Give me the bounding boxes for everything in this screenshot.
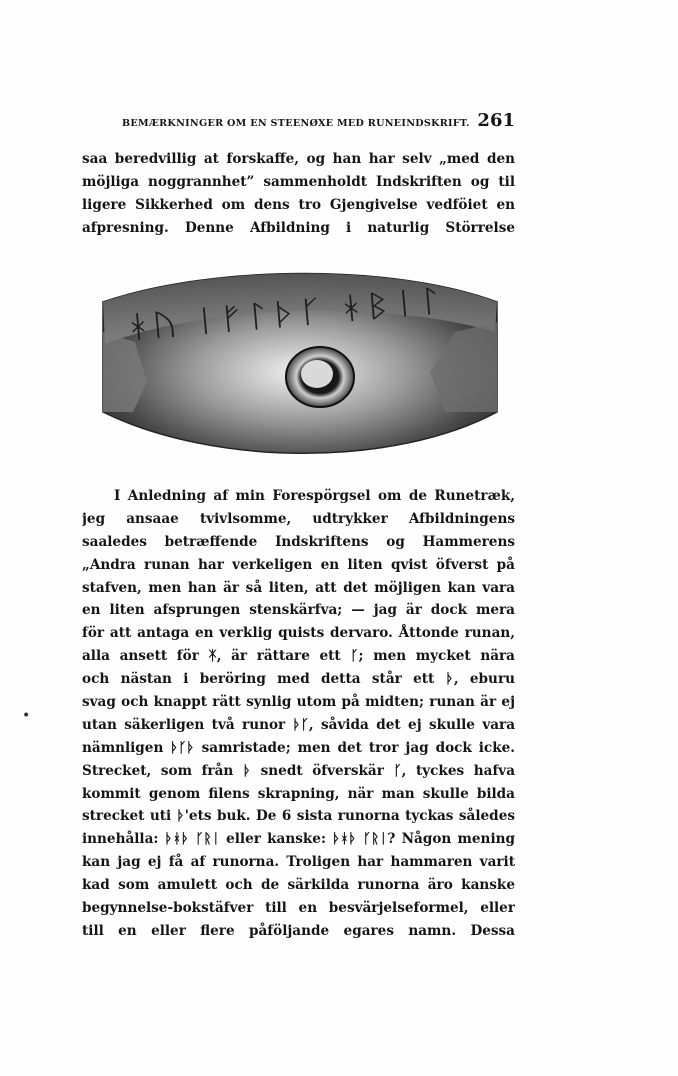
margin-dot: • <box>22 708 31 724</box>
text-line: strecket uti ᚦ'ets buk. De 6 sista runorna tyckas således <box>82 808 515 825</box>
text-line: begynnelse-bokstäfver till en besvärjelseformel, eller <box>82 900 515 917</box>
text-line: alla ansett för ᛡ, är rättare ett ᚴ; men mycket nära <box>82 648 515 665</box>
text-line: jeg ansaae tvivlsomme, udtrykker Afbildningens <box>82 510 515 527</box>
page-number: 261 <box>477 110 515 131</box>
text-line: innehålla: ᚦᚼᚦ ᚴᚱᛁ eller kanske: ᚦᚼᚦ ᚴᚱᛁ? Någon mening <box>82 831 515 848</box>
paragraph-2 <box>82 485 515 943</box>
text-line: nämnligen ᚦᚴᚦ samristade; men det tror jag dock icke. <box>82 739 515 756</box>
paragraph-1 <box>82 148 515 240</box>
text-line: en liten afsprungen stenskärfva; — jag är dock mera <box>82 602 515 619</box>
text-line: ligere Sikkerhed om dens tro Gjengivelse vedföiet en <box>82 196 515 213</box>
text-line: „Andra runan har verkeligen en liten qvist öfverst på <box>82 556 515 573</box>
text-line: kommit genom filens skrapning, när man skulle bilda <box>82 785 515 802</box>
text-line: svag och knappt rätt synlig utom på midten; runan är ej <box>82 694 515 711</box>
stone-axe-illustration <box>95 262 505 467</box>
text-line: till en eller flere påföljande egares namn. Dessa <box>82 922 515 939</box>
text-line: saaledes betræffende Indskriftens og Hammerens <box>82 533 515 550</box>
text-line: möjliga noggrannhet” sammenholdt Indskriften og til <box>82 173 515 190</box>
text-line: afpresning. Denne Afbildning i naturlig Störrelse <box>82 219 515 236</box>
rune-inscription: ᚼᚢ ᛁᚠᛚᚦᚴ ᚼᛒᛁᛚ <box>123 292 343 346</box>
text-line: utan säkerligen två runor ᚦᚴ, såvida det ej skulle vara <box>82 716 515 733</box>
text-line: stafven, men han är så liten, att det möjligen kan vara <box>82 579 515 596</box>
running-title: BEMÆRKNINGER OM EN STEENØXE MED RUNEINDSKRIFT. <box>122 118 470 129</box>
text-line: saa beredvillig at forskaffe, og han har selv „med den <box>82 151 515 167</box>
text-line: för att antaga en verklig quists dervaro. Åttonde runan, <box>82 625 515 642</box>
text-line: kad som amulett och de särkilda runorna äro kanske <box>82 877 515 894</box>
shaft-hole-inner <box>301 360 333 388</box>
text-line: Strecket, som från ᚦ snedt öfverskär ᚴ, tyckes hafva <box>82 762 515 779</box>
text-line: och nästan i beröring med detta står ett ᚦ, eburu <box>82 671 515 688</box>
running-header <box>122 110 515 134</box>
text-line: kan jag ej få af runorna. Troligen har hammaren varit <box>82 854 515 871</box>
text-line: I Anledning af min Forespörgsel om de Runetræk, <box>114 488 515 504</box>
